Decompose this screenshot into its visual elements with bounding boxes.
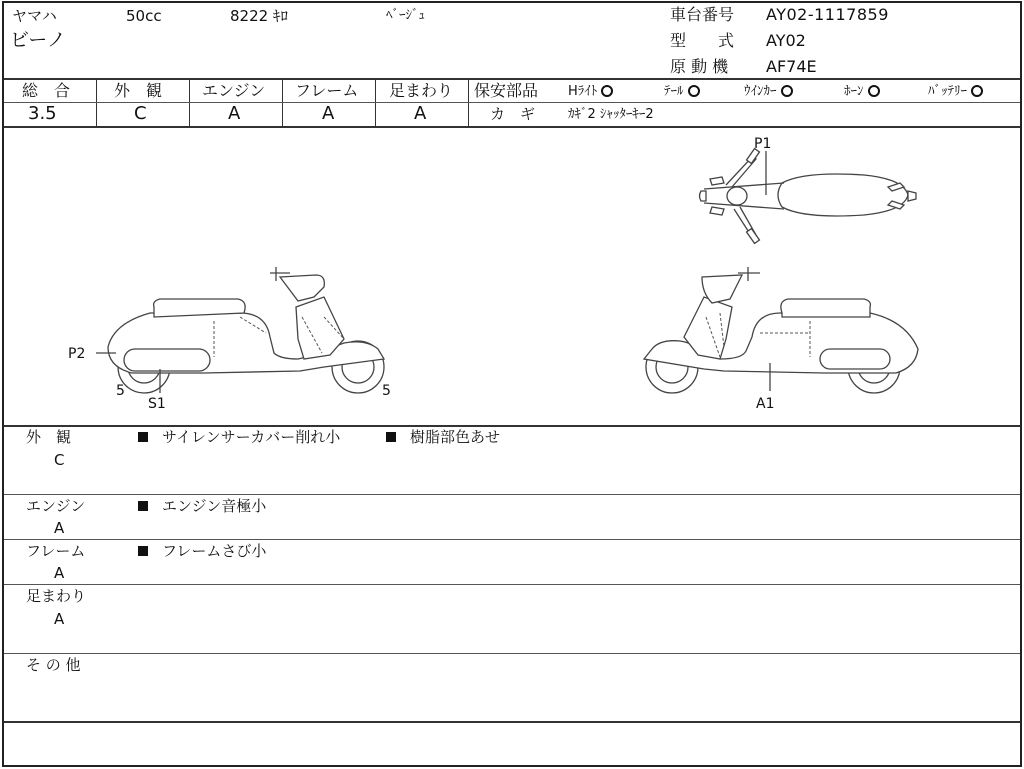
grade-frame-label: フレーム — [295, 81, 359, 100]
grade-total-value: 3.5 — [28, 103, 57, 124]
bullet-square-icon — [138, 501, 148, 511]
ok-circle-icon — [781, 85, 793, 97]
grade-suspension-label: 足まわり — [389, 81, 454, 100]
section-appearance-label: 外 観 — [26, 428, 72, 446]
grade-appearance-value: C — [134, 103, 147, 124]
section-appearance-grade: C — [54, 451, 65, 469]
note-item: サイレンサーカバー削れ小 — [138, 430, 340, 445]
mark-5-left: 5 — [116, 383, 125, 399]
divider — [4, 494, 1020, 495]
section-engine-label: エンジン — [26, 497, 86, 515]
mark-p2: P2 — [68, 346, 86, 362]
divider — [4, 721, 1020, 723]
section-other-label: そ の 他 — [26, 656, 81, 674]
ok-circle-icon — [688, 85, 700, 97]
mark-s1: S1 — [148, 396, 166, 412]
grade-appearance-label: 外 観 — [114, 81, 163, 100]
safety-item: ｳｲﾝｶｰ — [744, 85, 793, 98]
divider — [4, 653, 1020, 654]
key-value: ｶｷﾞ2 ｼｬｯﾀｰｷｰ2 — [568, 107, 654, 122]
scooter-top-view — [700, 149, 917, 244]
bullet-square-icon — [138, 432, 148, 442]
body-color: ﾍﾞｰｼﾞｭ — [386, 8, 425, 23]
displacement: 50cc — [126, 7, 162, 25]
inspection-sheet — [2, 1, 1022, 767]
divider — [4, 78, 1020, 80]
mileage: 8222 ｷﾛ — [230, 7, 288, 25]
grade-frame-value: A — [322, 103, 335, 124]
scooter-right-view — [644, 267, 918, 393]
note-item: エンジン音極小 — [138, 499, 266, 514]
type-value: AY02 — [766, 31, 806, 50]
frame-no-label: 車台番号 — [670, 5, 735, 24]
note-item: 樹脂部色あせ — [386, 430, 500, 445]
section-engine-grade: A — [54, 519, 65, 537]
grade-suspension-value: A — [414, 103, 427, 124]
section-frame-grade: A — [54, 564, 65, 582]
key-label: カ ギ — [490, 105, 536, 123]
type-label: 型 式 — [670, 31, 735, 50]
section-suspension-grade: A — [54, 610, 65, 628]
grade-engine-value: A — [228, 103, 241, 124]
section-frame-label: フレーム — [26, 542, 86, 560]
engine-label: 原 動 機 — [670, 57, 729, 76]
scooter-left-view — [96, 267, 384, 393]
safety-label: 保安部品 — [474, 81, 539, 100]
ok-circle-icon — [971, 85, 983, 97]
divider — [4, 425, 1020, 427]
bullet-square-icon — [138, 546, 148, 556]
mark-a1: A1 — [756, 396, 775, 412]
section-suspension-label: 足まわり — [26, 587, 87, 605]
grade-engine-label: エンジン — [202, 81, 266, 100]
safety-item: ﾊﾞｯﾃﾘｰ — [928, 85, 983, 98]
safety-item: ﾎｰﾝ — [844, 85, 880, 98]
mark-5-right: 5 — [382, 383, 391, 399]
safety-item: Hﾗｲﾄ — [568, 85, 613, 98]
engine-value: AF74E — [766, 57, 817, 76]
ok-circle-icon — [868, 85, 880, 97]
divider — [4, 539, 1020, 540]
maker: ヤマハ — [12, 7, 57, 25]
note-item: フレームさび小 — [138, 544, 266, 559]
model-name: ビーノ — [10, 29, 66, 51]
mark-p1: P1 — [754, 136, 772, 152]
divider — [468, 102, 1020, 103]
safety-item: ﾃｰﾙ — [664, 85, 700, 98]
ok-circle-icon — [601, 85, 613, 97]
divider — [4, 584, 1020, 585]
damage-diagram — [4, 127, 1020, 425]
frame-no: AY02-1117859 — [766, 5, 889, 24]
grade-total-label: 総 合 — [22, 81, 71, 100]
bullet-square-icon — [386, 432, 396, 442]
